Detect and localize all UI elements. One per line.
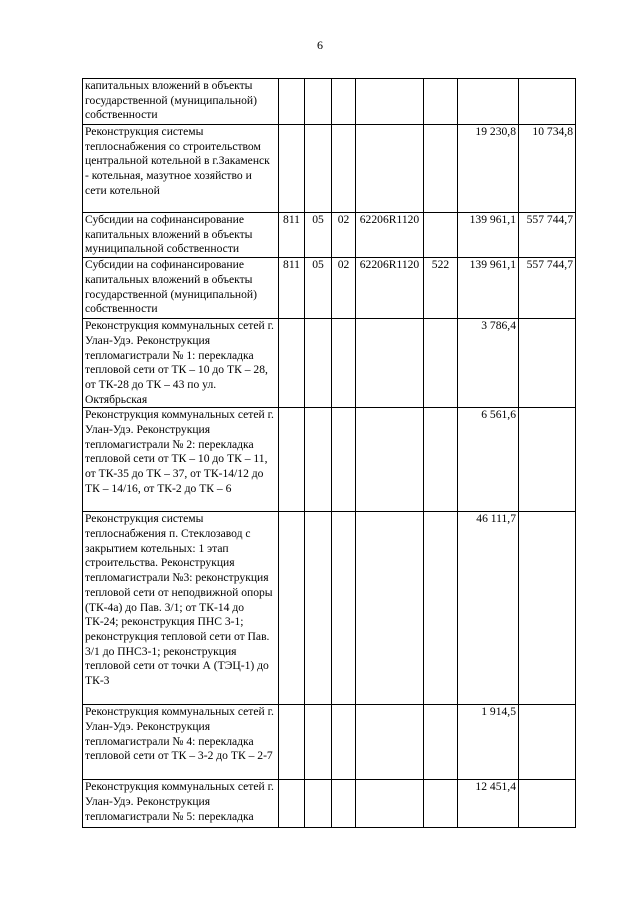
- cell-ministry-code: [279, 319, 305, 408]
- cell-section: [305, 79, 332, 125]
- cell-name: Субсидии на софинансирование капитальных вложений в объекты государственной (муниципальной) собственности: [83, 258, 279, 319]
- table-row: [83, 79, 576, 125]
- cell-amount-year1: 6 561,6: [458, 408, 519, 512]
- cell-ministry-code: [279, 705, 305, 780]
- cell-target-article: [356, 780, 424, 828]
- cell-subsection: [332, 408, 356, 512]
- cell-name: Реконструкция коммунальных сетей г. Улан-Удэ. Реконструкция тепломагистрали № 1: перекладка тепловой сети от ТК – 10 до ТК – 28, от ТК-28 до ТК – 43 по ул. Октябрьская: [83, 319, 279, 408]
- cell-amount-year1: 46 111,7: [458, 512, 519, 705]
- table-row: [83, 319, 576, 408]
- cell-expense-type: [424, 705, 458, 780]
- cell-section: [305, 780, 332, 828]
- cell-amount-year2: [519, 780, 576, 828]
- cell-amount-year2: 10 734,8: [519, 125, 576, 213]
- cell-amount-year2: [519, 512, 576, 705]
- cell-subsection: 02: [332, 213, 356, 258]
- cell-amount-year1: 12 451,4: [458, 780, 519, 828]
- cell-name: Реконструкция коммунальных сетей г. Улан-Удэ. Реконструкция тепломагистрали № 4: перекладка тепловой сети от ТК – 3-2 до ТК – 2-7: [83, 705, 279, 780]
- cell-amount-year2: [519, 319, 576, 408]
- cell-amount-year1: 139 961,1: [458, 258, 519, 319]
- cell-section: [305, 705, 332, 780]
- table-row: [83, 705, 576, 780]
- cell-section: [305, 125, 332, 213]
- cell-name: Субсидии на софинансирование капитальных вложений в объекты муниципальной собственности: [83, 213, 279, 258]
- cell-expense-type: [424, 408, 458, 512]
- cell-subsection: [332, 705, 356, 780]
- cell-subsection: [332, 512, 356, 705]
- cell-expense-type: [424, 125, 458, 213]
- cell-expense-type: [424, 319, 458, 408]
- table-row: [83, 780, 576, 828]
- cell-target-article: [356, 512, 424, 705]
- cell-expense-type: [424, 213, 458, 258]
- cell-expense-type: [424, 780, 458, 828]
- table-row: [83, 408, 576, 512]
- cell-target-article: [356, 125, 424, 213]
- cell-section: [305, 512, 332, 705]
- cell-name: капитальных вложений в объекты государственной (муниципальной) собственности: [83, 79, 279, 125]
- page-number: 6: [317, 38, 323, 52]
- cell-subsection: [332, 79, 356, 125]
- cell-amount-year1: 19 230,8: [458, 125, 519, 213]
- cell-amount-year2: 557 744,7: [519, 213, 576, 258]
- cell-name: Реконструкция системы теплоснабжения п. Стеклозавод с закрытием котельных: 1 этап строительства. Реконструкция тепломагистрали №3: реконструкция тепловой сети от неподвижной опоры (ТК-4а) до Пав. 3/1; от ТК-14 до ТК-24; реконструкция ПНС 3-1; реконструкция тепловой сети от Пав. 3/1 до ПНС3-1; реконструкция тепловой сети от точки А (ТЭЦ-1) до ТК-3: [83, 512, 279, 705]
- table-row: [83, 512, 576, 705]
- cell-amount-year2: 557 744,7: [519, 258, 576, 319]
- cell-name: Реконструкция коммунальных сетей г. Улан-Удэ. Реконструкция тепломагистрали № 5: перекладка: [83, 780, 279, 828]
- cell-target-article: 62206R1120: [356, 258, 424, 319]
- budget-table: [82, 78, 576, 828]
- cell-expense-type: 522: [424, 258, 458, 319]
- cell-ministry-code: [279, 780, 305, 828]
- table-row: [83, 213, 576, 258]
- cell-ministry-code: 811: [279, 213, 305, 258]
- cell-section: 05: [305, 213, 332, 258]
- cell-name: Реконструкция коммунальных сетей г. Улан-Удэ. Реконструкция тепломагистрали № 2: перекладка тепловой сети от ТК – 10 до ТК – 11, от ТК-35 до ТК – 37, от ТК-14/12 до ТК – 14/16, от ТК-2 до ТК – 6: [83, 408, 279, 512]
- cell-subsection: [332, 319, 356, 408]
- cell-target-article: [356, 705, 424, 780]
- cell-section: [305, 408, 332, 512]
- cell-target-article: [356, 408, 424, 512]
- cell-ministry-code: [279, 408, 305, 512]
- cell-amount-year1: [458, 79, 519, 125]
- cell-amount-year2: [519, 79, 576, 125]
- cell-ministry-code: [279, 125, 305, 213]
- cell-target-article: [356, 319, 424, 408]
- cell-amount-year1: 139 961,1: [458, 213, 519, 258]
- cell-ministry-code: [279, 512, 305, 705]
- cell-expense-type: [424, 79, 458, 125]
- cell-subsection: [332, 125, 356, 213]
- cell-amount-year1: 1 914,5: [458, 705, 519, 780]
- cell-section: 05: [305, 258, 332, 319]
- cell-amount-year2: [519, 408, 576, 512]
- cell-target-article: 62206R1120: [356, 213, 424, 258]
- cell-section: [305, 319, 332, 408]
- cell-subsection: [332, 780, 356, 828]
- table-row: [83, 258, 576, 319]
- cell-name: Реконструкция системы теплоснабжения со строительством центральной котельной в г.Закаменск - котельная, мазутное хозяйство и сети котельной: [83, 125, 279, 213]
- table-row: [83, 125, 576, 213]
- cell-amount-year2: [519, 705, 576, 780]
- cell-amount-year1: 3 786,4: [458, 319, 519, 408]
- cell-ministry-code: [279, 79, 305, 125]
- cell-ministry-code: 811: [279, 258, 305, 319]
- cell-target-article: [356, 79, 424, 125]
- cell-expense-type: [424, 512, 458, 705]
- table-body: [83, 79, 576, 828]
- cell-subsection: 02: [332, 258, 356, 319]
